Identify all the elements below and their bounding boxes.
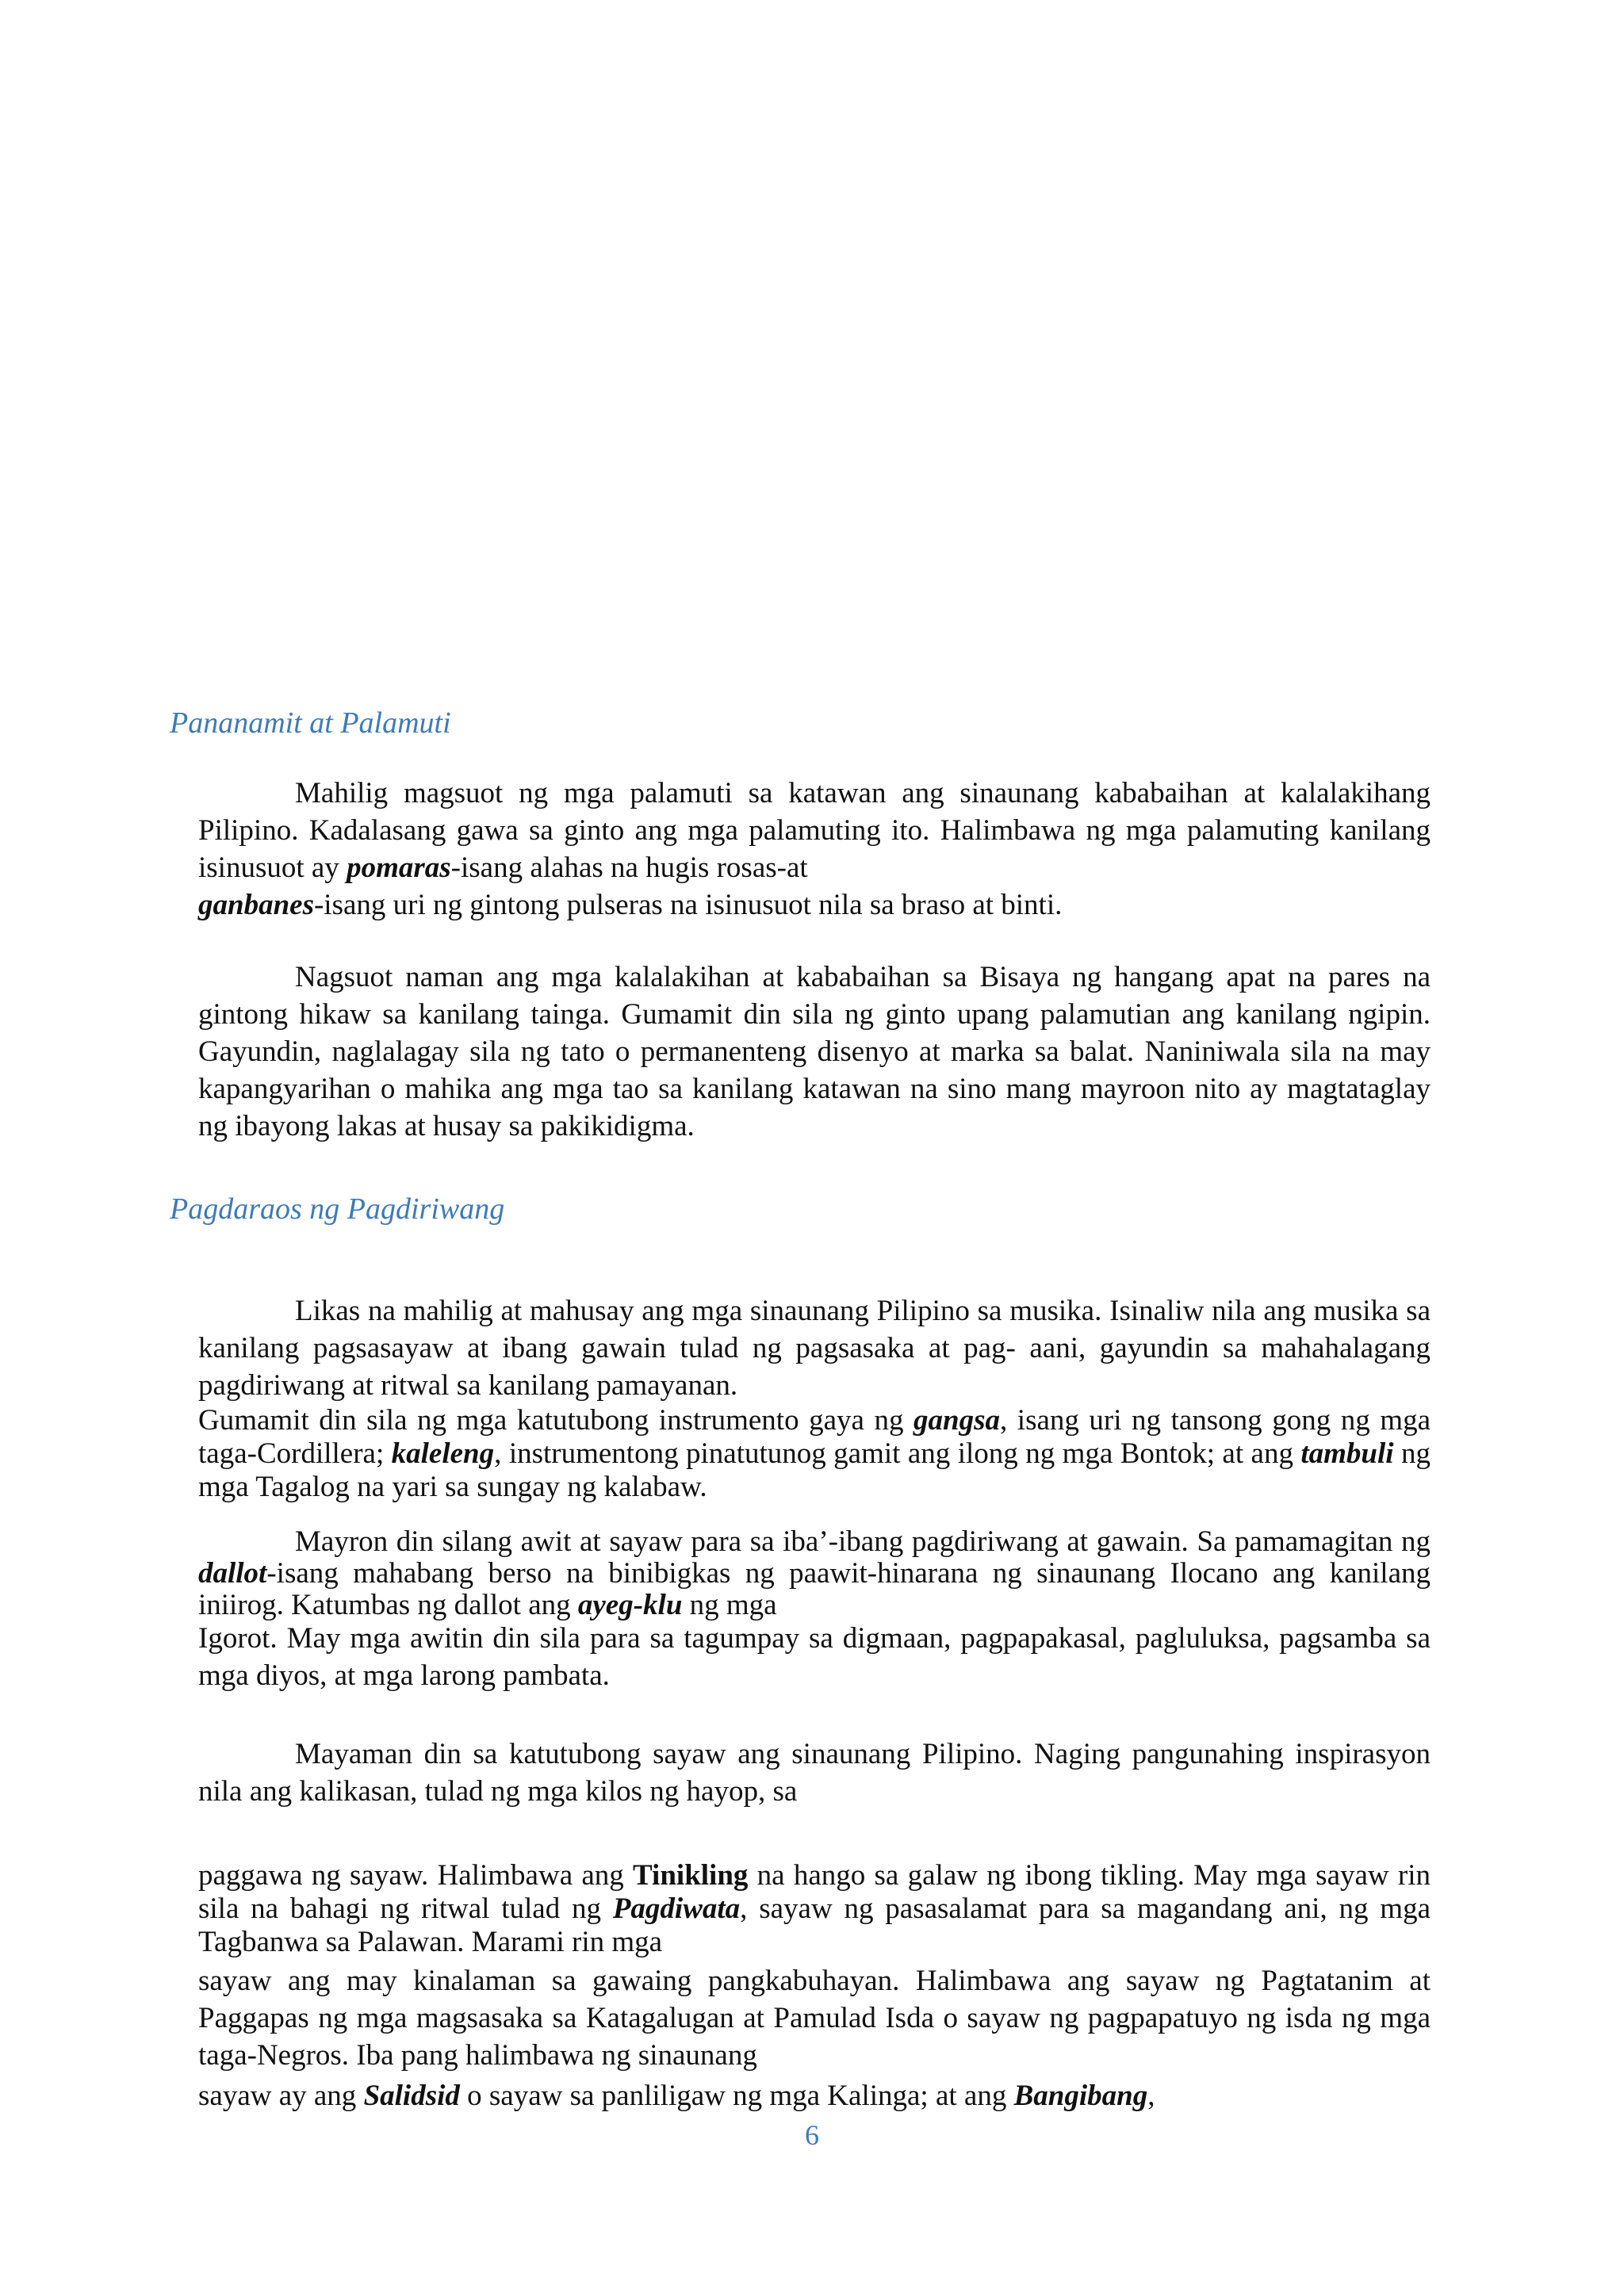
term-pagdiwata: Pagdiwata [612,1892,741,1925]
term-kaleleng: kaleleng [391,1437,495,1470]
term-ganbanes: ganbanes [198,889,314,921]
term-pomaras: pomaras [347,851,451,884]
section-heading-pagdiriwang: Pagdaraos ng Pagdiriwang [170,1192,505,1226]
paragraph-musika: Likas na mahilig at mahusay ang mga sinaunang Pilipino sa musika. Isinaliw nila ang musika sa kanilang pagsasayaw at ibang gawain tulad ng pagsasaka at pag- aani, gayundin sa mahahalagang pagdiriwang at ritwal sa kanilang pamayanan. [198,1295,1431,1402]
paragraph-sayaw: Mayaman din sa katutubong sayaw ang sinaunang Pilipino. Naging pangunahing inspirasyon nila ang kalikasan, tulad ng mga kilos ng hayop, sa [198,1738,1431,1808]
term-ayeg-klu: ayeg-klu [577,1589,683,1621]
paragraph-tinikling: paggawa ng sayaw. Halimbawa ang Tinikling na hango sa galaw ng ibong tikling. May mga sayaw rin sila na bahagi ng ritwal tulad ng Pagdiwata, sayaw ng pasasalamat para sa magandang ani, ng mga Tagbanwa sa Palawan. Marami rin mga [198,1859,1431,1958]
paragraph-instrumento: Gumamit din sila ng mga katutubong instrumento gaya ng gangsa, isang uri ng tansong gong ng mga taga-Cordillera; kaleleng, instrumentong pinatutunog gamit ang ilong ng mga Bontok; at ang tambuli ng mga Tagalog na yari sa sungay ng kalabaw. [198,1404,1431,1503]
paragraph-salidsid: sayaw ay ang Salidsid o sayaw sa panliligaw ng mga Kalinga; at ang Bangibang, [198,2080,1155,2112]
term-salidsid: Salidsid [363,2080,460,2112]
term-tambuli: tambuli [1300,1437,1394,1470]
paragraph-palamuti: Mahilig magsuot ng mga palamuti sa katawan ang sinaunang kababaihan at kalalakihang Pilipino. Kadalasang gawa sa ginto ang mga palamuting ito. Halimbawa ng mga palamuting kanilang isinusuot ay pomaras-isang alahas na hugis rosas-at ganbanes-isang uri ng gintong pulseras na isinusuot nila sa braso at binti. [198,777,1431,921]
page-number: 6 [805,2119,819,2151]
paragraph-awit-cont: Igorot. May mga awitin din sila para sa tagumpay sa digmaan, pagpapakasal, pagluluksa, pagsamba sa mga diyos, at mga larong pambata. [198,1622,1431,1692]
paragraph-awit: Mayron din silang awit at sayaw para sa iba’-ibang pagdiriwang at gawain. Sa pamamagitan ng dallot-isang mahabang berso na binibigkas ng paawit-hinarana ng sinaunang Ilocano ang kanilang iniirog. Katumbas ng dallot ang ayeg-klu ng mga [198,1525,1431,1621]
term-bangibang: Bangibang [1013,2080,1148,2112]
paragraph-bisaya: Nagsuot naman ang mga kalalakihan at kababaihan sa Bisaya ng hangang apat na pares na gintong hikaw sa kanilang tainga. Gumamit din sila ng ginto upang palamutian ang kanilang ngipin. Gayundin, naglalagay sila ng tato o permanenteng disenyo at marka sa balat. Naniniwala sila na may kapangyarihan o mahika ang mga tao sa kanilang katawan na sino mang mayroon nito ay magtataglay ng ibayong lakas at husay sa pakikidigma. [198,961,1431,1142]
term-dallot: dallot [198,1557,267,1590]
section-heading-pananamit: Pananamit at Palamuti [170,706,451,740]
paragraph-pangkabuhayan: sayaw ang may kinalaman sa gawaing pangkabuhayan. Halimbawa ang sayaw ng Pagtatanim at Paggapas ng mga magsasaka sa Katagalugan at Pamulad Isda o sayaw ng pagpapatuyo ng isda ng mga taga-Negros. Iba pang halimbawa ng sinaunang [198,1965,1431,2072]
term-tinikling: Tinikling [633,1859,749,1892]
term-gangsa: gangsa [914,1404,1000,1437]
